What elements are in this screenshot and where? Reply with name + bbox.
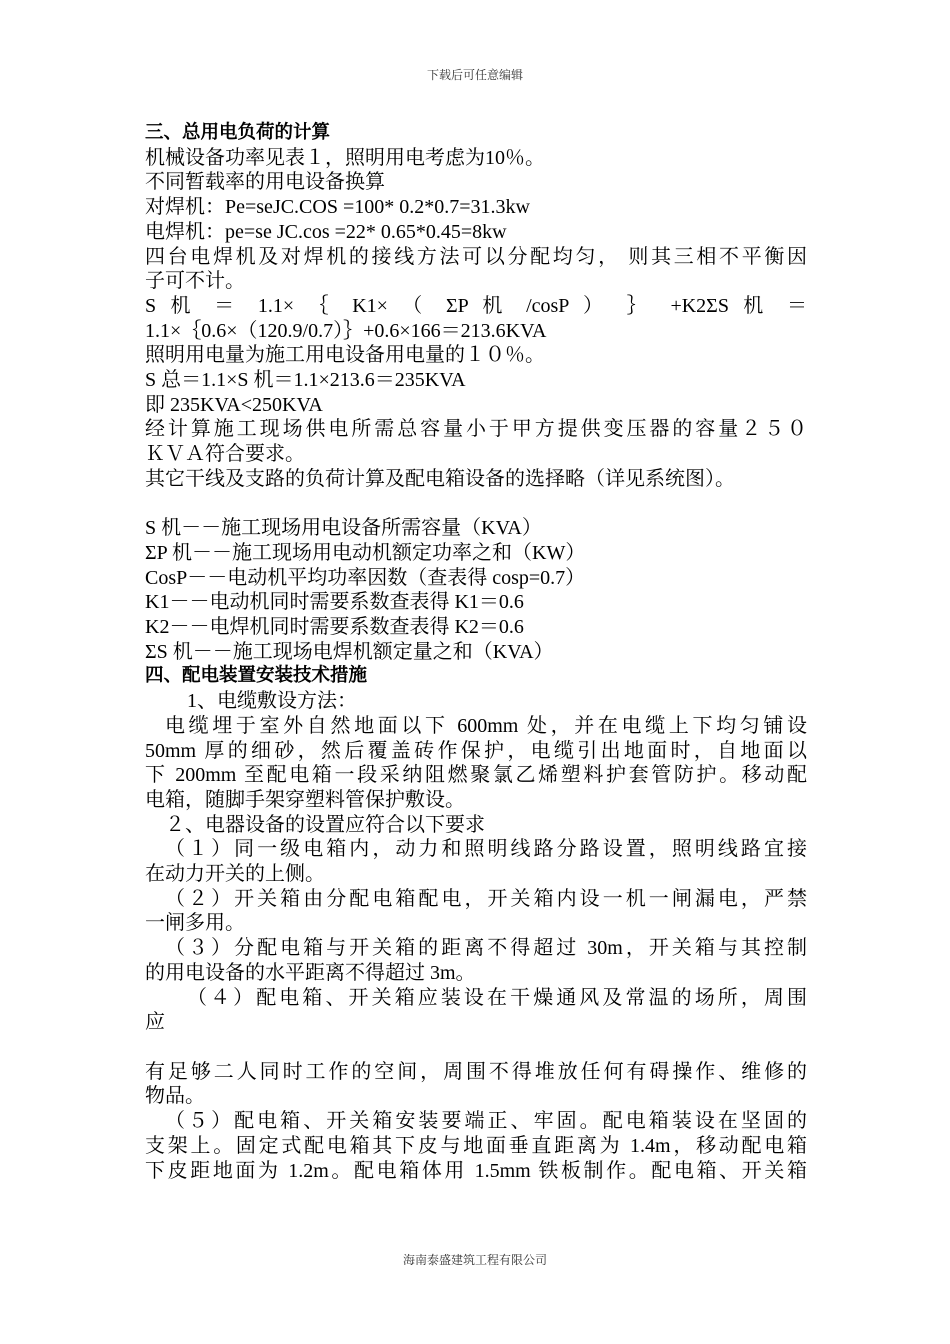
text-line: 物品。 (145, 1085, 205, 1108)
text-line: （５）配电箱、开关箱安装要端正、牢固。配电箱装设在坚固的 (165, 1110, 807, 1133)
page-footer: 海南泰盛建筑工程有限公司 (402, 1253, 547, 1267)
section-4-heading: 四、配电装置安装技术措施 (145, 665, 368, 687)
blank-line (145, 1035, 807, 1060)
text-line: 电焊机：pe=se JC.cos =22* 0.65*0.45=8kw (145, 220, 507, 243)
formula-line: S 总＝1.1×S 机＝1.1×213.6＝235KVA (145, 369, 466, 392)
blank-line (145, 492, 807, 517)
definition-line: CosP－－电动机平均功率因数（查表得 cosp=0.7） (145, 566, 586, 589)
text-line: 不同暂载率的用电设备换算 (145, 171, 385, 194)
definition-line: ΣS 机－－施工现场电焊机额定量之和（KVA） (145, 640, 554, 663)
text-line: 机械设备功率见表１，照明用电考虑为10％。 (145, 146, 545, 169)
text-line: （１）同一级电箱内，动力和照明线路分路设置，照明线路宜接 (165, 838, 807, 861)
text-line: （４）配电箱、开关箱应装设在干燥通风及常温的场所，周围 (187, 986, 807, 1009)
text-line: 的用电设备的水平距离不得超过 3m。 (145, 961, 476, 984)
text-line: 有足够二人同时工作的空间，周围不得堆放任何有碍操作、维修的 (145, 1060, 807, 1083)
text-line: 下 200mm 至配电箱一段采纳阻燃聚氯乙烯塑料护套管防护。移动配 (145, 764, 807, 787)
definition-line: S 机－－施工现场用电设备所需容量（KVA） (145, 517, 542, 540)
subheading: 1、电缆敷设方法： (187, 690, 357, 713)
text-line: 应 (145, 1011, 165, 1034)
text-line: 下皮距地面为 1.2m。配电箱体用 1.5mm 铁板制作。配电箱、开关箱 (145, 1159, 807, 1182)
text-line: 即 235KVA<250KVA (145, 393, 323, 416)
text-line: 一闸多用。 (145, 912, 245, 935)
definition-line: K1－－电动机同时需要系数查表得 K1＝0.6 (145, 591, 524, 614)
text-line: （２）开关箱由分配电箱配电，开关箱内设一机一闸漏电，严禁 (165, 887, 807, 910)
text-line: 四台电焊机及对焊机的接线方法可以分配均匀， 则其三相不平衡因 (145, 245, 807, 268)
text-line: 支架上。固定式配电箱其下皮与地面垂直距离为 1.4m，移动配电箱 (145, 1134, 807, 1157)
text-line: 电缆埋于室外自然地面以下 600mm 处，并在电缆上下均匀铺设 (165, 714, 807, 737)
subheading: ２、电器设备的设置应符合以下要求 (165, 813, 485, 836)
text-line: 50mm 厚的细砂，然后覆盖砖作保护，电缆引出地面时，自地面以 (145, 739, 807, 762)
text-line: （３）分配电箱与开关箱的距离不得超过 30m，开关箱与其控制 (165, 937, 807, 960)
text-line: 其它干线及支路的负荷计算及配电箱设备的选择略（详见系统图）。 (145, 467, 735, 490)
text-line: 电箱，随脚手架穿塑料管保护敷设。 (145, 788, 465, 811)
formula-line: S 机 ＝ 1.1× ｛ K1× （ ΣP 机 /cosP ） ｝ +K2ΣS 机 ＝ (145, 294, 807, 317)
page-header: 下载后可任意编辑 (426, 68, 523, 82)
definition-line: K2－－电焊机同时需要系数查表得 K2＝0.6 (145, 616, 524, 639)
definition-line: ΣP 机－－施工现场用电动机额定功率之和（KW） (145, 541, 586, 564)
text-line: 子可不计。 (145, 270, 245, 293)
text-line: 在动力开关的上侧。 (145, 863, 325, 886)
document-body (145, 121, 807, 1183)
text-line: 对焊机：Pe=seJC.COS =100* 0.2*0.7=31.3kw (145, 196, 530, 219)
text-line: 照明用电量为施工用电设备用电量的１０％。 (145, 344, 545, 367)
text-line: ＫＶＡ符合要求。 (145, 443, 305, 466)
text-line: 经计算施工现场供电所需总容量小于甲方提供变压器的容量２５０ (145, 418, 807, 441)
formula-line: 1.1×｛0.6×（120.9/0.7）｝+0.6×166＝213.6KVA (145, 319, 547, 342)
section-3-heading: 三、总用电负荷的计算 (145, 122, 331, 143)
